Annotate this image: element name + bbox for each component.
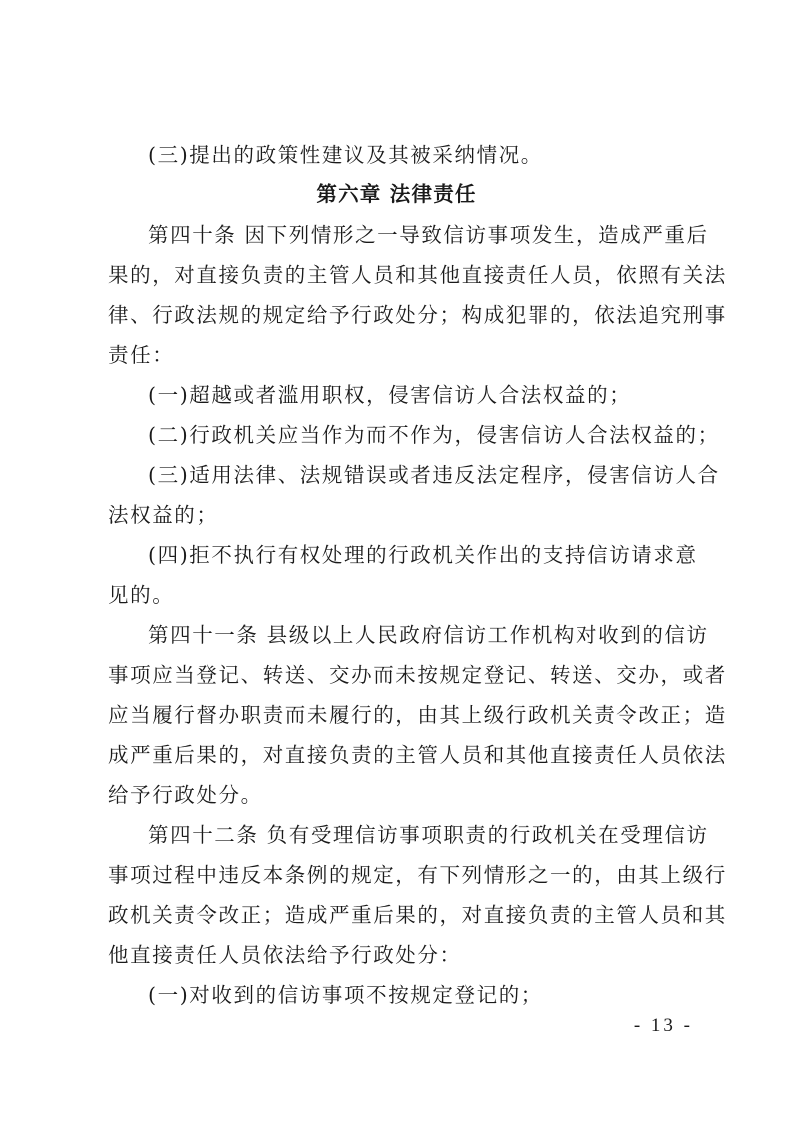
paragraph-line: 事项应当登记、转送、交办而未按规定登记、转送、交办，或者 <box>108 663 727 687</box>
paragraph-line: 政机关责令改正；造成严重后果的，对直接负责的主管人员和其 <box>108 903 727 927</box>
paragraph-line: 应当履行督办职责而未履行的，由其上级行政机关责令改正；造 <box>108 703 727 727</box>
paragraph-line: 第四十一条 县级以上人民政府信访工作机构对收到的信访 <box>148 623 709 647</box>
paragraph-line: (二)行政机关应当作为而不作为，侵害信访人合法权益的； <box>148 423 720 447</box>
paragraph-line: 第四十二条 负有受理信访事项职责的行政机关在受理信访 <box>148 823 709 847</box>
page-number: - 13 - <box>633 1015 693 1036</box>
paragraph-line: (三)提出的政策性建议及其被采纳情况。 <box>148 143 543 167</box>
paragraph-line: 事项过程中违反本条例的规定，有下列情形之一的，由其上级行 <box>108 863 727 887</box>
paragraph-line: 责任： <box>108 343 175 367</box>
paragraph-line: 第四十条 因下列情形之一导致信访事项发生，造成严重后 <box>148 223 709 247</box>
paragraph-line: 法权益的； <box>108 503 219 527</box>
paragraph-line: 律、行政法规的规定给予行政处分；构成犯罪的，依法追究刑事 <box>108 303 727 327</box>
paragraph-line: (一)超越或者滥用职权，侵害信访人合法权益的； <box>148 383 632 407</box>
paragraph-line: 见的。 <box>108 583 175 607</box>
paragraph-line: 成严重后果的，对直接负责的主管人员和其他直接责任人员依法 <box>108 743 727 767</box>
paragraph-line: 他直接责任人员依法给予行政处分： <box>108 943 462 967</box>
paragraph-line: (三)适用法律、法规错误或者违反法定程序，侵害信访人合 <box>148 463 720 487</box>
paragraph-line: 给予行政处分。 <box>108 783 263 807</box>
paragraph-line: (四)拒不执行有权处理的行政机关作出的支持信访请求意 <box>148 543 698 567</box>
paragraph-line: (一)对收到的信访事项不按规定登记的； <box>148 983 543 1007</box>
paragraph-line: 果的，对直接负责的主管人员和其他直接责任人员，依照有关法 <box>108 263 727 287</box>
chapter-heading: 第六章 法律责任 <box>316 182 477 206</box>
